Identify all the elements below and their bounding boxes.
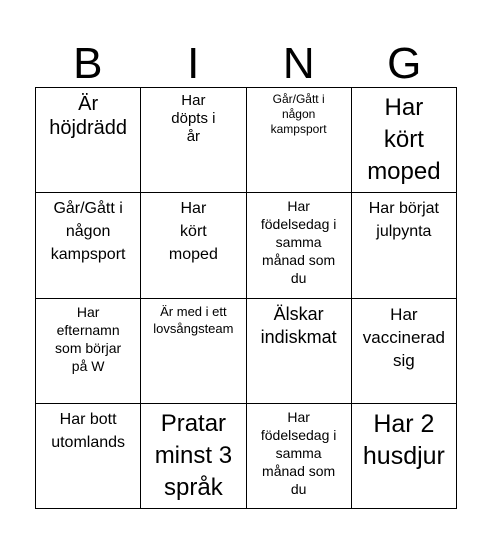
cell-text: Har döpts i år xyxy=(171,92,216,145)
cell-text: Är höjdrädd xyxy=(49,93,128,139)
cell-text: Har kört moped xyxy=(168,200,218,264)
header-letter-g: G xyxy=(387,39,422,88)
bingo-header xyxy=(35,40,457,88)
bingo-cell[interactable] xyxy=(141,404,246,509)
cell-text: Går/Gått i någon kampsport xyxy=(270,92,327,136)
cell-text: Pratar minst 3 språk xyxy=(154,409,233,501)
bingo-cell[interactable] xyxy=(247,193,352,298)
bingo-grid xyxy=(35,87,457,509)
cell-text: Har födelsedag i samma månad som du xyxy=(260,408,337,497)
cell-text: Har börjat julpynta xyxy=(368,200,439,241)
bingo-cell[interactable] xyxy=(141,193,246,298)
bingo-cell[interactable] xyxy=(36,88,141,193)
cell-text: Går/Gått i någon kampsport xyxy=(50,200,126,264)
bingo-cell[interactable] xyxy=(247,404,352,509)
bingo-cell[interactable] xyxy=(141,299,246,404)
bingo-cell[interactable] xyxy=(247,88,352,193)
bingo-cell[interactable] xyxy=(352,193,457,298)
cell-text: Har efternamn som börjar på W xyxy=(55,303,122,374)
bingo-cell[interactable] xyxy=(36,193,141,298)
cell-text: Har födelsedag i samma månad som du xyxy=(260,198,337,287)
header-letter-n: N xyxy=(282,39,315,88)
header-letter-i: I xyxy=(187,39,200,88)
cell-text: Är med i ett lovsångsteam xyxy=(153,303,234,336)
cell-text: Har bott utomlands xyxy=(51,410,126,451)
bingo-cell[interactable] xyxy=(247,299,352,404)
bingo-cell[interactable] xyxy=(352,404,457,509)
bingo-cell[interactable] xyxy=(352,299,457,404)
bingo-cell[interactable] xyxy=(36,299,141,404)
cell-text: Har vaccinerad sig xyxy=(362,304,445,370)
cell-text: Älskar indiskmat xyxy=(260,303,337,347)
cell-text: Har kört moped xyxy=(367,94,441,185)
bingo-cell[interactable] xyxy=(352,88,457,193)
cell-text: Har 2 husdjur xyxy=(362,409,445,470)
bingo-cell[interactable] xyxy=(36,404,141,509)
header-letter-b: B xyxy=(73,39,103,88)
bingo-cell[interactable] xyxy=(141,88,246,193)
